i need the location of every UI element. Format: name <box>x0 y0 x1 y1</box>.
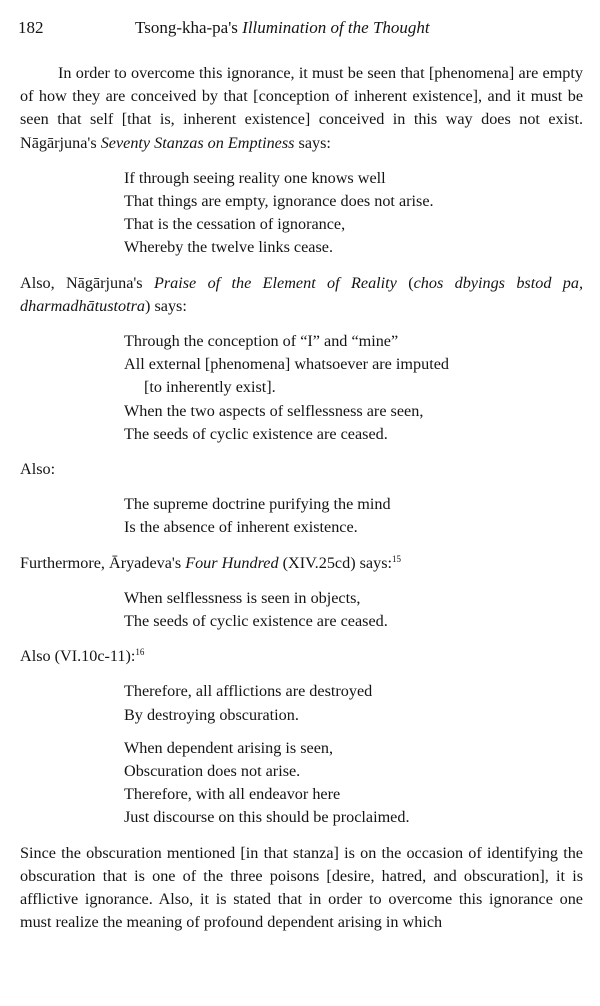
verse-line: Is the absence of inherent existence. <box>124 518 358 537</box>
paragraph-text: Furthermore, Āryadeva's <box>20 553 186 572</box>
verse-line: Therefore, all afflictions are destroyed <box>124 682 373 701</box>
verse-line: The supreme doctrine purifying the mind <box>124 495 391 514</box>
paragraph-text: ) says: <box>145 296 187 315</box>
verse-line: The seeds of cyclic existence are ceased. <box>124 424 388 443</box>
work-title: Four Hundred <box>185 553 279 572</box>
paragraph-text: says: <box>294 133 331 152</box>
paragraph-text: In order to overcome this ignorance, it must be seen that [phenomena] are empty of how they are conceived by that [conception of inherent existence], and it must be seen that self [that is, inherent existence] conceived in this way does not exist. Nāgārjuna's <box>20 64 583 152</box>
verse-line: Therefore, with all endeavor here <box>124 785 341 804</box>
verse-line: All external [phenomena] whatsoever are imputed <box>124 355 449 374</box>
verse-line: That is the cessation of ignorance, <box>124 215 346 234</box>
paragraph-1 <box>20 62 583 155</box>
verse-line: Obscuration does not arise. <box>124 762 301 781</box>
verse-block-4 <box>124 587 583 633</box>
verse-block-2 <box>124 330 583 446</box>
paragraph-text: ( <box>396 273 414 292</box>
paragraph-6: Since the obscuration mentioned [in that stanza] is on the occasion of identifying the obscuration that is one of the three poisons [desire, hatred, and obscuration], it is afflictive ignorance. Also, it is stated that in order to overcome this ignorance one must realize the meaning of profound dependent arising in which <box>20 843 583 932</box>
verse-line: By destroying obscuration. <box>124 705 299 724</box>
verse-line: That things are empty, ignorance does not arise. <box>124 192 434 211</box>
verse-line: The seeds of cyclic existence are ceased. <box>124 612 388 631</box>
work-title: Praise of the Element of Reality <box>153 273 397 292</box>
paragraph-5 <box>20 645 583 668</box>
body-text <box>20 62 583 935</box>
verse-block-3 <box>124 493 583 539</box>
verse-line: When selflessness is seen in objects, <box>124 588 361 607</box>
verse-line: If through seeing reality one knows well <box>124 168 386 187</box>
paragraph-text: (XIV.25cd) says: <box>278 553 393 572</box>
paragraph-2 <box>20 272 583 318</box>
paragraph-text: Also, Nāgārjuna's <box>20 273 154 292</box>
running-head-title: Illumination of the Thought <box>242 18 430 37</box>
paragraph-4 <box>20 552 583 575</box>
running-head <box>135 18 430 38</box>
verse-block-5 <box>124 680 583 726</box>
verse-line: Just discourse on this should be proclaimed. <box>124 808 410 827</box>
footnote-marker: 16 <box>135 647 145 658</box>
verse-line: Whereby the twelve links cease. <box>124 238 333 257</box>
page-number: 182 <box>18 18 44 37</box>
paragraph-3: Also: <box>20 460 56 479</box>
running-head-author: Tsong-kha-pa's <box>135 18 243 37</box>
tibetan-title: chos dbyings bstod pa, dharmadhātustotra <box>20 273 583 315</box>
verse-line: When dependent arising is seen, <box>124 738 334 757</box>
work-title: Seventy Stanzas on Emptiness <box>100 133 295 152</box>
paragraph-text: Also (VI.10c-11): <box>20 647 136 666</box>
verse-block-1 <box>124 167 583 260</box>
footnote-marker: 15 <box>392 553 402 564</box>
verse-line: Through the conception of “I” and “mine” <box>124 332 399 351</box>
verse-line: When the two aspects of selflessness are seen, <box>124 401 424 420</box>
page-header <box>18 18 578 42</box>
verse-line-continuation: [to inherently exist]. <box>144 378 276 397</box>
verse-block-6 <box>124 737 583 830</box>
